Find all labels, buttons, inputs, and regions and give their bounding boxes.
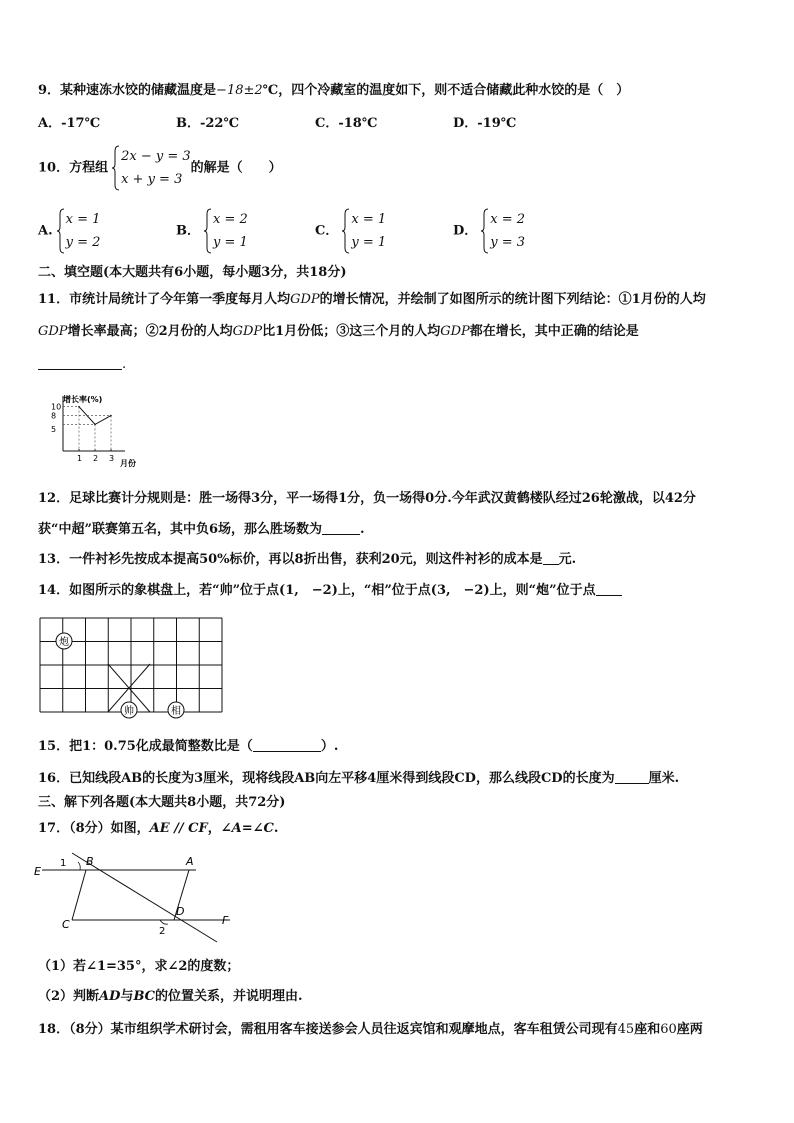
board-grid (40, 618, 222, 712)
question-13 (38, 551, 576, 569)
q16-unit: 厘米. (648, 771, 680, 786)
label-e: E (34, 865, 41, 878)
q17-ad: AD (99, 989, 121, 1004)
q11-answer-blank[interactable] (38, 356, 122, 370)
q9-option-b: B．-22℃ (176, 116, 240, 131)
q10-stem-a: 10．方程组 (38, 160, 109, 176)
q10-option-d-y: y = 3 (490, 235, 526, 250)
q11-text-1b: 的增长情况，并绘制了如图所示的统计图下列结论：①1月份的人均 (319, 292, 706, 307)
brace-icon (481, 208, 489, 254)
piece-shuai (121, 702, 137, 718)
data-point (110, 415, 112, 417)
y-tick-label: 8 (51, 411, 57, 421)
q11-text-1a: 11．市统计局统计了今年第一季度每月人均 (38, 292, 291, 307)
q18-text-b: 座两 (676, 1022, 703, 1037)
label-f: F (222, 914, 229, 927)
q14-answer-blank[interactable] (596, 582, 622, 596)
q9-option-c: C．-18℃ (315, 116, 378, 131)
q10-option-a-system (57, 208, 101, 254)
q15-text: 15．把1：0.75化成最简整数比是（ (38, 739, 253, 754)
q18-text-mid: 座和 (634, 1022, 661, 1037)
q18-seats-60: 60 (660, 1022, 677, 1037)
q17-text: 17．（8分）如图， (38, 821, 150, 836)
data-point (78, 406, 80, 408)
geometry-figure (34, 848, 244, 948)
question-16 (38, 770, 679, 788)
question-11-line-1 (38, 291, 706, 309)
label-b: B (86, 855, 94, 868)
y-axis-label: 增长率(%) (63, 395, 103, 404)
label-angle-1: 1 (60, 858, 67, 869)
q9-stem-a: 9．某种速冻水饺的储藏温度是 (38, 83, 217, 98)
piece-xiang-label: 相 (171, 706, 181, 717)
q10-option-d-label: D． (453, 223, 478, 239)
brace-icon (342, 208, 350, 254)
q11-text-2b: 比1月份低；③这三个月的人均 (262, 324, 441, 339)
section-3-heading: 三、解下列各题(本大题共8小题，共72分) (38, 795, 286, 810)
data-point (94, 424, 96, 426)
q13-text: 13．一件衬衫先按成本提高50%标价，再以8折出售，获利20元，则这件衬衫的成本是 (38, 552, 543, 567)
q17-bc: BC (133, 989, 156, 1004)
q10-eq1: 2x − y = 3 (121, 149, 191, 164)
question-15 (38, 738, 338, 756)
brace-icon (204, 208, 212, 254)
q10-option-a-x: x = 1 (65, 212, 101, 227)
q17-sub2-text-a: （2）判断 (38, 989, 100, 1004)
segment-bc (72, 870, 86, 920)
q16-answer-blank[interactable] (615, 770, 649, 784)
label-c: C (62, 918, 70, 931)
brace-icon (57, 208, 65, 254)
q10-option-b-x: x = 2 (213, 212, 248, 227)
q11-gdp-2: GDP (38, 324, 68, 339)
transversal-bd (72, 853, 217, 942)
question-9 (38, 82, 629, 100)
q12-text: 获“中超”联赛第五名，其中负6场，那么胜场数为 (38, 522, 323, 537)
q14-text: 14．如图所示的象棋盘上，若“帅”位于点(1, −2)上，“相”位于点(3, −2)上，则“炮”位于点 (38, 583, 596, 598)
x-tick-label: 1 (77, 454, 83, 463)
q10-option-c-system (342, 208, 386, 254)
q11-gdp-1: GDP (290, 292, 320, 307)
q10-option-d-system (481, 208, 525, 254)
q10-option-c-y: y = 1 (351, 235, 387, 250)
question-12-line-1: 12．足球比赛计分规则是：胜一场得3分，平一场得1分，负一场得0分.今年武汉黄鹤楼队经过26轮激战，以42分 (38, 491, 696, 506)
x-axis-label: 月份 (120, 459, 136, 468)
q17-condition-parallel: AE // CF (149, 821, 208, 836)
q17-sub2-text-b: 与 (120, 989, 134, 1004)
q10-eq2: x + y = 3 (121, 172, 183, 187)
q15-answer-blank[interactable] (253, 738, 321, 752)
piece-pao-label: 炮 (59, 637, 69, 648)
q10-option-b-label: B． (176, 223, 200, 239)
label-a: A (186, 855, 194, 868)
q12-period: . (360, 522, 365, 537)
q10-option-d (453, 208, 525, 254)
q17-period: . (273, 821, 279, 836)
brace-icon (112, 145, 120, 191)
y-tick-label: 5 (51, 424, 57, 434)
angle-1-arc (78, 862, 80, 870)
growth-rate-line-chart (40, 390, 160, 472)
q17-condition-angles: ∠A=∠C (220, 821, 274, 836)
q13-unit: 元. (558, 552, 577, 567)
label-angle-2: 2 (159, 926, 166, 937)
q17-subquestion-1: （1）若∠1=35°，求∠2的度数； (38, 959, 240, 974)
q10-option-b-y: y = 1 (213, 235, 248, 250)
q10-option-a-y: y = 2 (65, 235, 101, 250)
q18-text-a: 18．（8分）某市组织学术研讨会，需租用客车接送参会人员往返宾馆和观摩地点，客车租赁公司现有 (38, 1022, 618, 1037)
q11-text-2c: 都在增长，其中正确的结论是 (469, 324, 639, 339)
q11-answer-line (38, 356, 126, 374)
q11-period: . (122, 357, 127, 372)
q10-option-b-system (204, 208, 248, 254)
piece-shuai-label: 帅 (124, 706, 134, 717)
label-d: D (176, 905, 185, 918)
q11-gdp-4: GDP (440, 324, 470, 339)
section-2-heading: 二、填空题(本大题共有6小题，每小题3分，共18分) (38, 265, 347, 280)
q10-option-a (38, 208, 100, 254)
q10-option-c-x: x = 1 (351, 212, 387, 227)
piece-pao (56, 633, 72, 649)
question-14 (38, 582, 622, 600)
question-18 (38, 1021, 703, 1039)
q10-option-b (176, 208, 248, 254)
q13-answer-blank[interactable] (543, 551, 559, 565)
q11-text-2a: 增长率最高；②2月份的人均 (67, 324, 233, 339)
xiangqi-board (38, 616, 226, 722)
q15-close: ）. (320, 739, 339, 754)
angle-2-arc (160, 920, 168, 924)
question-11-line-2 (38, 323, 639, 341)
q10-option-a-label: A. (38, 223, 53, 239)
q17-sub2-text-c: 的位置关系，并说明理由. (155, 989, 303, 1004)
q10-stem-b: 的解是（ ） (190, 160, 282, 176)
q9-option-a: A．-17℃ (38, 116, 101, 131)
q9-unit: ℃ (262, 83, 279, 98)
q9-temp: −18±2 (216, 83, 263, 98)
question-10 (38, 145, 282, 192)
question-12-line-2 (38, 521, 365, 539)
q9-option-d: D．-19℃ (453, 116, 517, 131)
q10-equation-system (112, 145, 191, 191)
question-17 (38, 820, 278, 838)
q11-gdp-3: GDP (232, 324, 263, 339)
q9-stem-b: ，四个冷藏室的温度如下，则不适合储藏此种水饺的是（ ） (278, 83, 630, 98)
x-tick-label: 2 (93, 454, 99, 463)
q18-seats-45: 45 (617, 1022, 635, 1037)
q17-separator: ， (207, 821, 221, 836)
y-tick-label: 10 (51, 402, 62, 412)
x-tick-label: 3 (109, 454, 115, 463)
piece-xiang (168, 702, 184, 718)
q10-option-c (315, 208, 386, 254)
q10-option-c-label: C． (315, 223, 339, 239)
q16-text: 16．已知线段AB的长度为3厘米，现将线段AB向左平移4厘米得到线段CD，那么线段CD的长度为 (38, 771, 615, 786)
q17-subquestion-2 (38, 988, 303, 1006)
q12-answer-blank[interactable] (322, 521, 360, 535)
q10-option-d-x: x = 2 (490, 212, 526, 227)
